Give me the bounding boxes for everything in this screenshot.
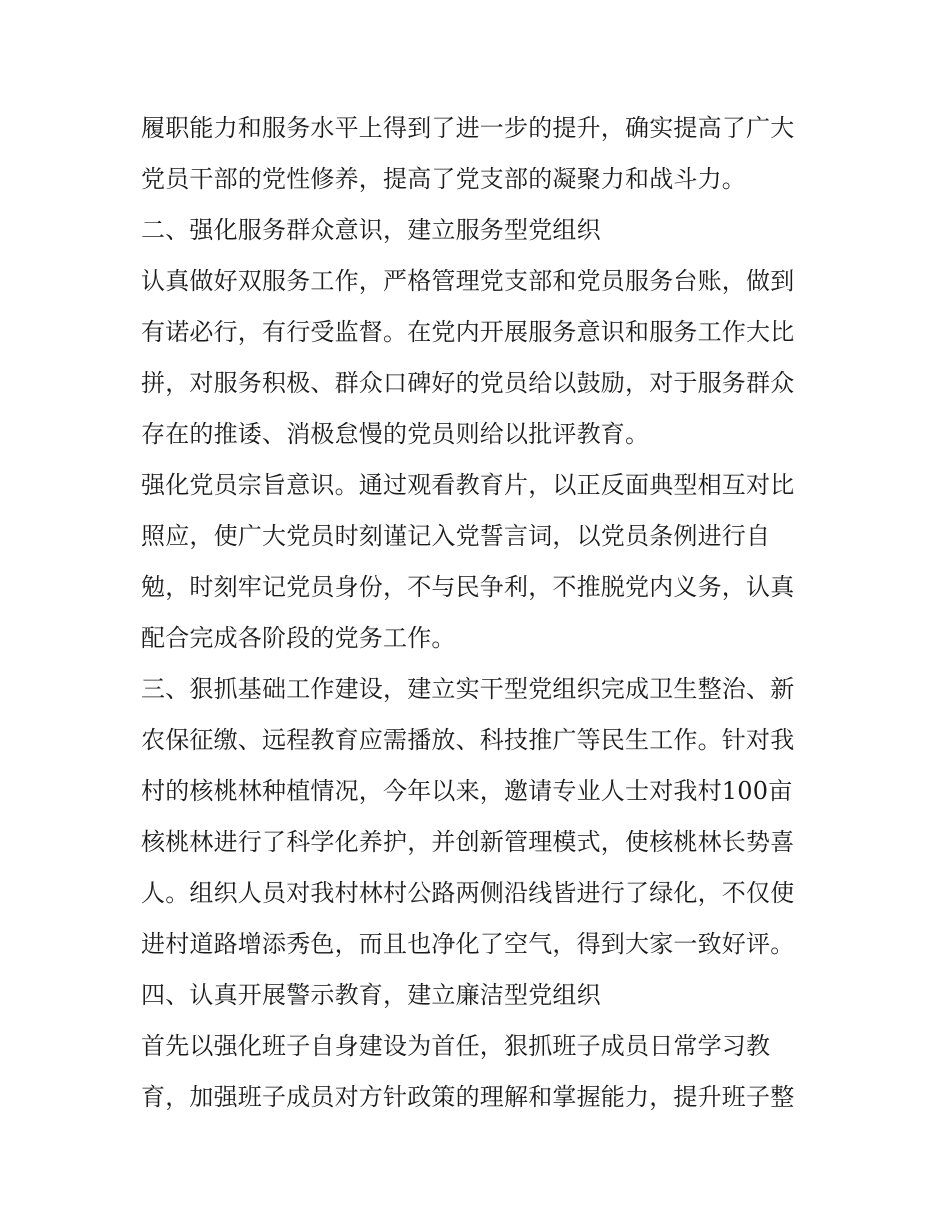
text-line: 存在的推诿、消极怠慢的党员则给以批评教育。 bbox=[141, 420, 650, 448]
section-heading: 四、认真开展警示教育，建立廉洁型党组织 bbox=[141, 981, 601, 1009]
text-line: 照应，使广大党员时刻谨记入党誓言词，以党员条例进行自 bbox=[141, 522, 771, 550]
section-heading: 三、狠抓基础工作建设，建立实干型党组织完成卫生整治、新 bbox=[141, 675, 795, 703]
text-line: 核桃林进行了科学化养护，并创新管理模式，使核桃林长势喜 bbox=[141, 828, 795, 856]
text-line: 配合完成各阶段的党务工作。 bbox=[141, 624, 456, 652]
text-line: 强化党员宗旨意识。通过观看教育片，以正反面典型相互对比 bbox=[141, 471, 795, 499]
text-line: 首先以强化班子自身建设为首任，狠抓班子成员日常学习教 bbox=[141, 1032, 771, 1060]
text-line: 人。组织人员对我村林村公路两侧沿线皆进行了绿化，不仅使 bbox=[141, 879, 795, 907]
text-line: 育，加强班子成员对方针政策的理解和掌握能力，提升班子整 bbox=[141, 1083, 795, 1111]
text-line: 党员干部的党性修养，提高了党支部的凝聚力和战斗力。 bbox=[141, 165, 746, 193]
section-heading: 二、强化服务群众意识，建立服务型党组织 bbox=[141, 216, 601, 244]
text-line: 进村道路增添秀色，而且也净化了空气，得到大家一致好评。 bbox=[141, 930, 795, 958]
text-line: 履职能力和服务水平上得到了进一步的提升，确实提高了广大 bbox=[141, 114, 795, 142]
document-body bbox=[141, 103, 813, 1123]
text-line: 有诺必行，有行受监督。在党内开展服务意识和服务工作大比 bbox=[141, 318, 795, 346]
text-line: 勉，时刻牢记党员身份，不与民争利，不推脱党内义务，认真 bbox=[141, 573, 795, 601]
text-line: 农保征缴、远程教育应需播放、科技推广等民生工作。针对我 bbox=[141, 726, 795, 754]
text-line: 认真做好双服务工作，严格管理党支部和党员服务台账，做到 bbox=[141, 267, 795, 295]
text-line: 村的核桃林种植情况，今年以来，邀请专业人士对我村100亩 bbox=[141, 777, 793, 805]
text-line: 拼，对服务积极、群众口碑好的党员给以鼓励，对于服务群众 bbox=[141, 369, 795, 397]
